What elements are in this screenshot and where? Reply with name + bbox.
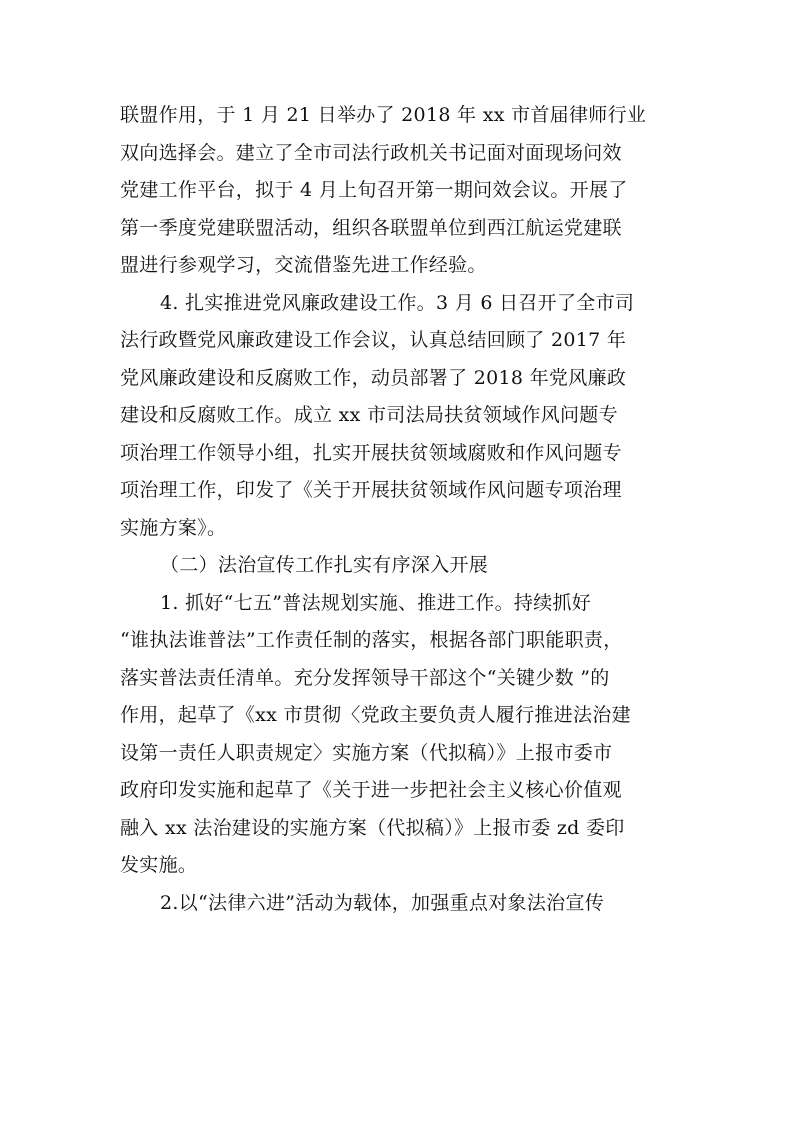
text-line: 作用，起草了《xx 市贯彻〈党政主要负责人履行推进法治建 — [120, 704, 631, 726]
text-line: 党建工作平台，拟于 4 月上旬召开第一期问效会议。开展了 — [120, 179, 628, 201]
text-line: 项治理工作，印发了《关于开展扶贫领域作风问题专项治理 — [120, 479, 622, 501]
section-heading-text: （二）法治宣传工作扎实有序深入开展 — [160, 554, 489, 576]
paragraph-item-4 — [120, 285, 680, 548]
text-line: 法行政暨党风廉政建设工作会议，认真总结回顾了 2017 年 — [120, 329, 627, 351]
text-line: 双向选择会。建立了全市司法行政机关书记面对面现场问效 — [120, 141, 622, 164]
text-line: 盟进行参观学习，交流借鉴先进工作经验。 — [120, 254, 487, 276]
text-line: 建设和反腐败工作。成立 xx 市司法局扶贫领域作风问题专 — [120, 404, 618, 426]
document-body — [120, 97, 680, 922]
text-line: 发实施。 — [120, 854, 198, 876]
paragraph-item-1 — [120, 585, 680, 885]
text-line: 融入 xx 法治建设的实施方案（代拟稿）》上报市委 zd 委印 — [120, 816, 625, 839]
text-line: 党风廉政建设和反腐败工作，动员部署了 2018 年党风廉政 — [120, 366, 627, 389]
paragraph-party-alliance-continuation — [120, 97, 680, 285]
text-line: 项治理工作领导小组，扎实开展扶贫领域腐败和作风问题专 — [120, 441, 622, 464]
text-line: 4. 扎实推进党风廉政建设工作。3 月 6 日召开了全市司 — [160, 291, 635, 314]
text-line: 设第一责任人职责规定〉实施方案（代拟稿）》上报市委市 — [120, 741, 613, 764]
text-line: 落实普法责任清单。充分发挥领导干部这个“关键少数 ”的 — [120, 666, 610, 689]
text-line: 2.以“法律六进”活动为载体，加强重点对象法治宣传 — [160, 891, 605, 914]
paragraph-item-2 — [120, 885, 680, 923]
text-line: 实施方案》。 — [120, 516, 227, 539]
text-line: 联盟作用，于 1 月 21 日举办了 2018 年 xx 市首届律师行业 — [120, 104, 647, 126]
text-line: “谁执法谁普法”工作责任制的落实，根据各部门职能职责， — [120, 629, 623, 651]
text-line: 1. 抓好“七五”普法规划实施、推进工作。持续抓好 — [160, 591, 592, 614]
text-line: 政府印发实施和起草了《关于进一步把社会主义核心价值观 — [120, 779, 622, 801]
text-line: 第一季度党建联盟活动，组织各联盟单位到西江航运党建联 — [120, 216, 622, 239]
section-heading-legal-publicity — [120, 547, 680, 585]
